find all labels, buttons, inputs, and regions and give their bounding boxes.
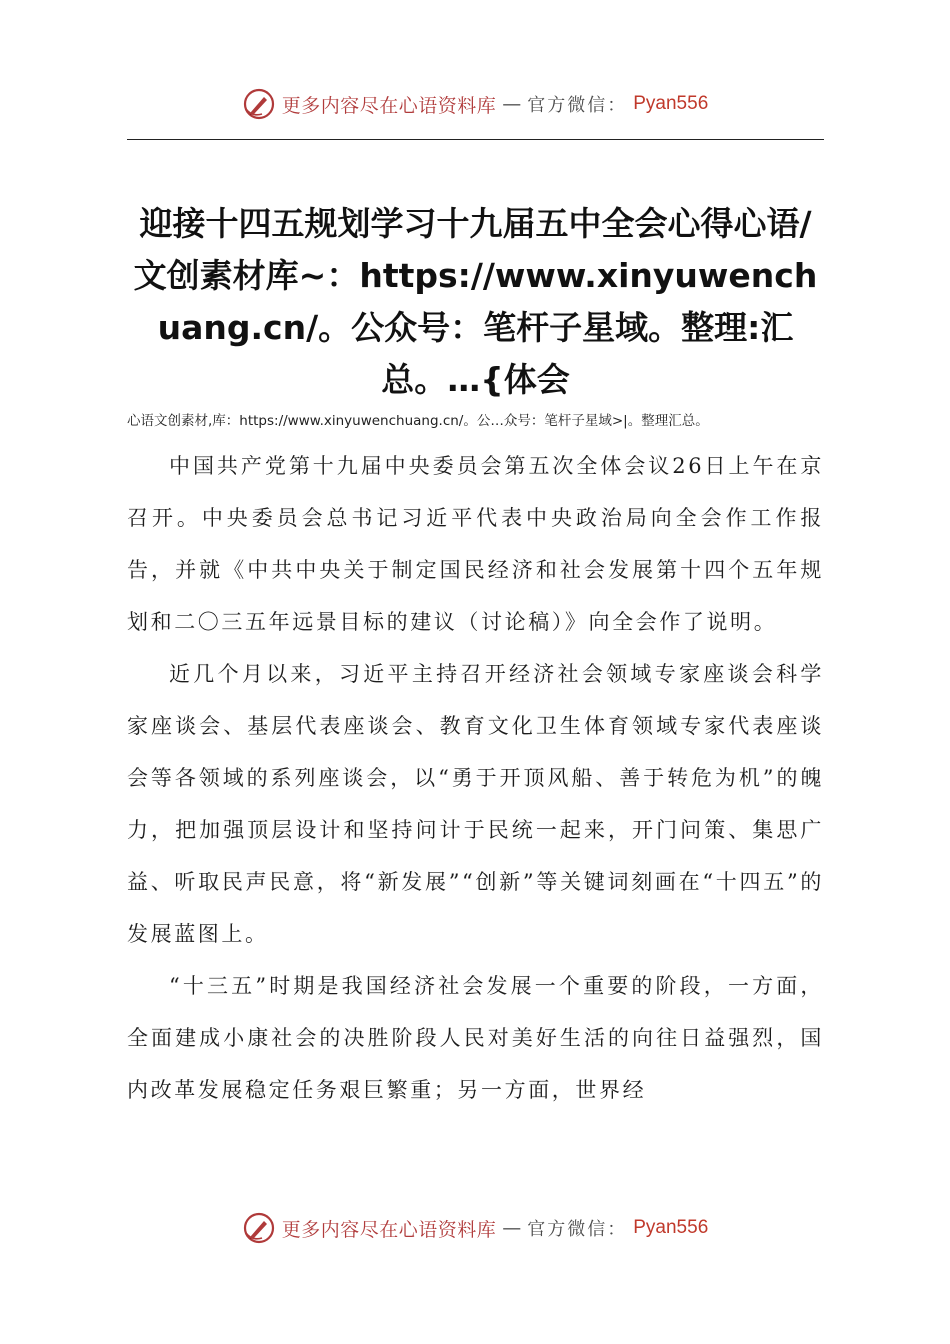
banner-brand-text: 更多内容尽在心语资料库: [281, 94, 497, 117]
paragraph: 中国共产党第十九届中央委员会第五次全体会议26日上午在京召开。中央委员会总书记习近平代表中央政治局向全会作工作报告，并就《中共中央关于制定国民经济和社会发展第十四个五年规划和二〇三五年远景目标的建议（讨论稿）》向全会作了说明。: [127, 454, 824, 634]
banner-contact-label: 官方微信：: [527, 1219, 628, 1240]
banner-contact-id: Pyan556: [633, 1217, 709, 1238]
pen-logo-icon: [242, 87, 276, 121]
document-body: [127, 440, 824, 1116]
footer-banner: [0, 1206, 950, 1250]
header-divider: [127, 139, 824, 140]
banner-brand-text: 更多内容尽在心语资料库: [281, 1218, 497, 1241]
paragraph: 近几个月以来，习近平主持召开经济社会领域专家座谈会科学家座谈会、基层代表座谈会、教育文化卫生体育领域专家代表座谈会等各领域的系列座谈会，以“勇于开顶风船、善于转危为机”的魄力，把加强顶层设计和坚持问计于民统一起来，开门问策、集思广益、听取民声民意，将“新发展”“创新”等关键词刻画在“十四五”的发展蓝图上。: [127, 662, 824, 946]
header-banner: [0, 82, 950, 126]
banner-separator: —: [502, 1217, 522, 1239]
banner-contact-id: Pyan556: [633, 93, 709, 114]
pen-logo-icon: [242, 1211, 276, 1245]
banner-contact-label: 官方微信：: [527, 95, 628, 116]
banner-separator: —: [502, 93, 522, 115]
source-note: 心语文创素材,库：https://www.xinyuwenchuang.cn/。公…众号：笔杆子星域>|。整理汇总。: [127, 413, 709, 429]
document-title: 迎接十四五规划学习十九届五中全会心得心语/文创素材库~：https://www.xinyuwenchuang.cn/。公众号：笔杆子星域。整理:汇总。…{体会: [133, 204, 818, 399]
paragraph: “十三五”时期是我国经济社会发展一个重要的阶段，一方面，全面建成小康社会的决胜阶段人民对美好生活的向往日益强烈，国内改革发展稳定任务艰巨繁重；另一方面，世界经: [127, 974, 824, 1102]
